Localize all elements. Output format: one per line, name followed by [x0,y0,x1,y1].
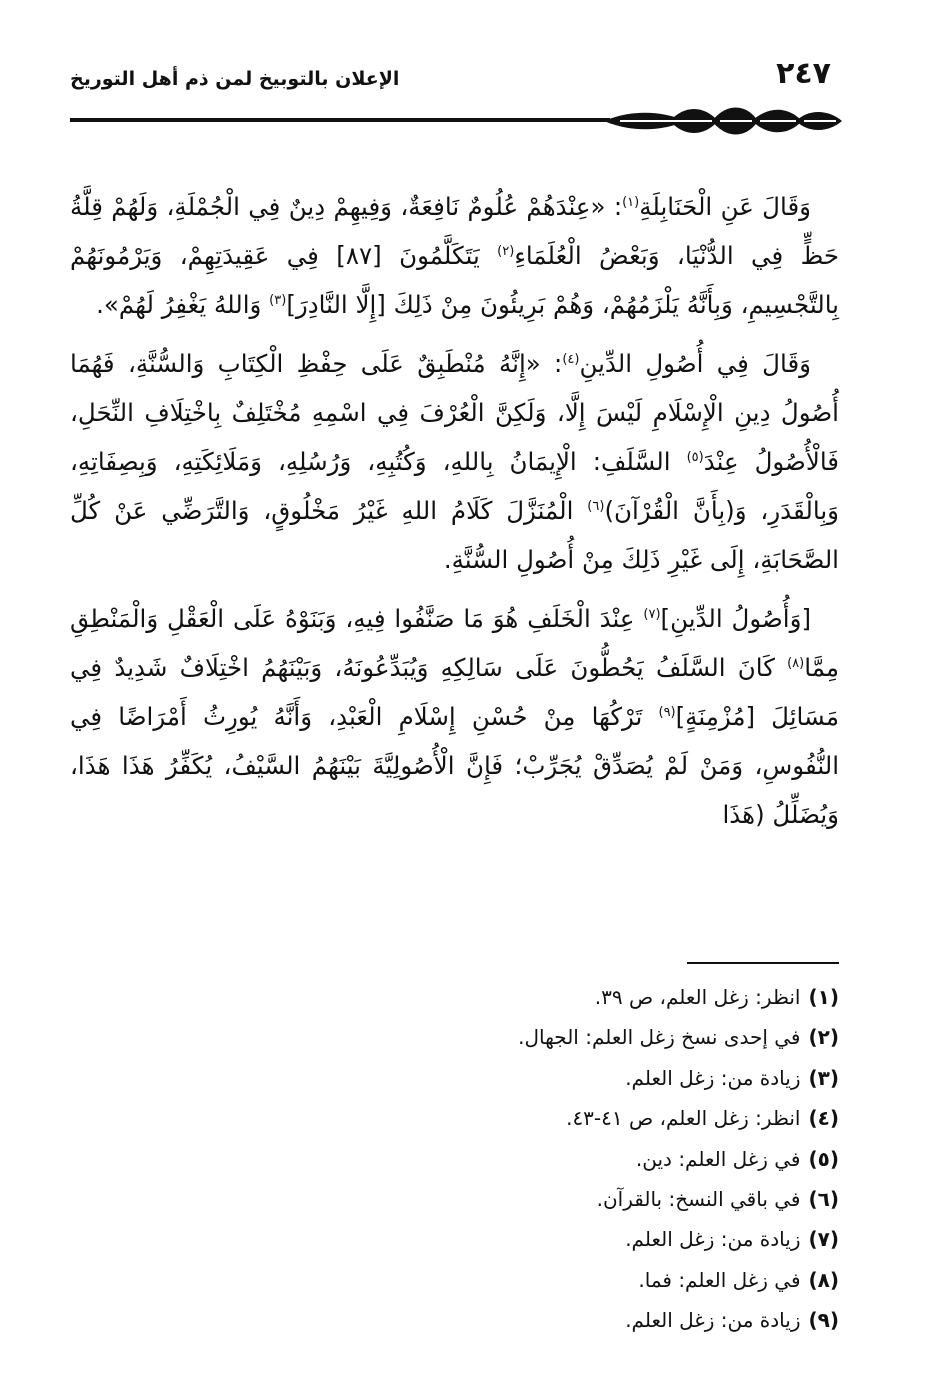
footnote-marker: (٤) [562,351,580,367]
footnote-item [139,1103,839,1143]
text-run: : «عِنْدَهُمْ عُلُومٌ نَافِعَةٌ، وَفِيهِمْ دِينٌ فِي الْجُمْلَةِ، وَلَهُمْ قِلَّةُ حَظٍّ فِي الدُّنْيَا، وَبَعْضُ الْعُلَمَاءِ [70,192,839,270]
footnote-text: في زغل العلم: دين. [635,1146,801,1171]
text-run: الْمُنَزَّلَ كَلَامُ اللهِ غَيْرُ مَخْلُوقٍ، وَالتَّرَضِّي عَنْ كُلِّ الصَّحَابَةِ، إِلَى غَيْرِ ذَلِكَ مِنْ أُصُولِ السُّنَّةِ. [70,496,839,574]
footnote-number: (٤) [808,1106,839,1131]
footnote-text: في زغل العلم: فما. [638,1267,801,1292]
page-number: ٢٤٧ [776,56,831,91]
text-run: وَقَالَ عَنِ الْحَنَابِلَةِ [639,192,811,221]
footnote-text: زيادة من: زغل العلم. [625,1227,801,1252]
text-run: عِنْدَ الْخَلَفِ هُوَ مَا صَنَّفُوا فِيهِ، وَبَنَوْهُ عَلَى الْعَقْلِ وَالْمَنْطِقِ مِمَّا [70,604,839,682]
footnote-marker: (٥) [686,449,704,465]
paragraph-usul-al-din [70,339,839,584]
footnote-number: (٨) [808,1267,839,1292]
paragraph-hanabila [70,182,839,329]
footnotes-list [139,982,839,1346]
footnote-marker: (٩) [658,704,676,720]
footnote-text: زيادة من: زغل العلم. [625,1308,801,1333]
footnote-item [139,1265,839,1305]
text-run: [وَأُصُولُ الدِّينِ] [660,604,811,633]
footnote-text: انظر: زغل العلم، ص ٣٩. [594,985,801,1009]
footnote-text: زيادة من: زغل العلم. [625,1065,801,1090]
footnote-text: انظر: زغل العلم، ص ٤١-٤٣. [566,1106,801,1131]
footnote-number: (٧) [808,1227,839,1252]
text-run: كَانَ السَّلَفُ يَحُطُّونَ عَلَى سَالِكِهِ وَيُبَدِّعُونَهُ، وَبَيْنَهُمُ اخْتِلَافٌ شَدِيدٌ فِي مَسَائِلَ [مُزْمِنَةٍ] [70,653,839,731]
footnote-separator [687,962,839,964]
footnote-number: (٣) [808,1065,839,1090]
footnote-item [139,1144,839,1184]
footnote-item [139,1224,839,1264]
footnote-marker: (٢) [497,243,515,259]
paragraph-khalaf [70,594,839,839]
text-run: وَاللهُ يَغْفِرُ لَهُمْ». [96,290,270,319]
footnote-number: (٢) [808,1025,839,1050]
footnote-marker: (٦) [587,498,605,514]
running-title: الإعلان بالتوبيخ لمن ذم أهل التوريخ [70,68,400,90]
footnote-text: في باقي النسخ: بالقرآن. [596,1186,801,1211]
footnote-number: (١) [808,985,839,1009]
footnote-number: (٥) [808,1146,839,1171]
footnote-item [139,1022,839,1062]
text-run: تَرْكُهَا مِنْ حُسْنِ إِسْلَامِ الْعَبْدِ، وَأَنَّهُ يُورِثُ أَمْرَاضًا فِي النُّفُوسِ، وَمَنْ لَمْ يُصَدِّقْ يُجَرِّبْ؛ فَإِنَّ الْأُصُولِيَّةَ بَيْنَهُمُ السَّيْفُ، يُكَفِّرُ هَذَا هَذَا، وَيُضَلِّلُ (هَذَا [70,702,839,829]
page-header [70,52,841,97]
text-run: : «إِنَّهُ مُنْطَبِقٌ عَلَى حِفْظِ الْكِتَابِ وَالسُّنَّةِ، فَهُمَا أُصُولُ دِينِ الْإِسْلَامِ لَيْسَ إِلَّا، وَلَكِنَّ الْعُرْفَ فِي اسْمِهِ مُخْتَلِفٌ بِاخْتِلَافِ النِّحَلِ، فَالْأُصُولُ عِنْدَ [70,349,839,476]
footnote-number: (٩) [808,1308,839,1333]
leaf-ornament-icon [600,100,845,142]
footnote-marker: (٣) [269,292,287,308]
text-run: السَّلَفِ: الْإِيمَانُ بِاللهِ، وَكُتُبِهِ، وَرُسُلِهِ، وَمَلَائِكَتِهِ، وَبِصِفَاتِهِ، وَبِالْقَدَرِ، وَ(بِأَنَّ الْقُرْآنَ) [70,447,839,525]
header-rule [70,118,610,122]
text-run: وَقَالَ فِي أُصُولِ الدِّينِ [579,349,811,378]
footnote-marker: (٨) [787,655,805,671]
text-run: يَتَكَلَّمُونَ [٨٧] فِي عَقِيدَتِهِمْ، وَيَرْمُونَهُمْ بِالتَّجْسِيمِ، وَبِأَنَّهُ يَلْزَمُهُمْ، وَهُمْ بَرِيئُونَ مِنْ ذَلِكَ [إِلَّا النَّادِرَ] [70,241,839,319]
footnote-item [139,1063,839,1103]
main-text [70,182,839,849]
footnote-marker: (١) [622,194,640,210]
footnote-item [139,982,839,1022]
footnote-number: (٦) [808,1186,839,1211]
footnote-marker: (٧) [643,606,661,622]
footnote-item [139,1305,839,1345]
footnote-text: في إحدى نسخ زغل العلم: الجهال. [518,1025,801,1050]
footnote-item [139,1184,839,1224]
